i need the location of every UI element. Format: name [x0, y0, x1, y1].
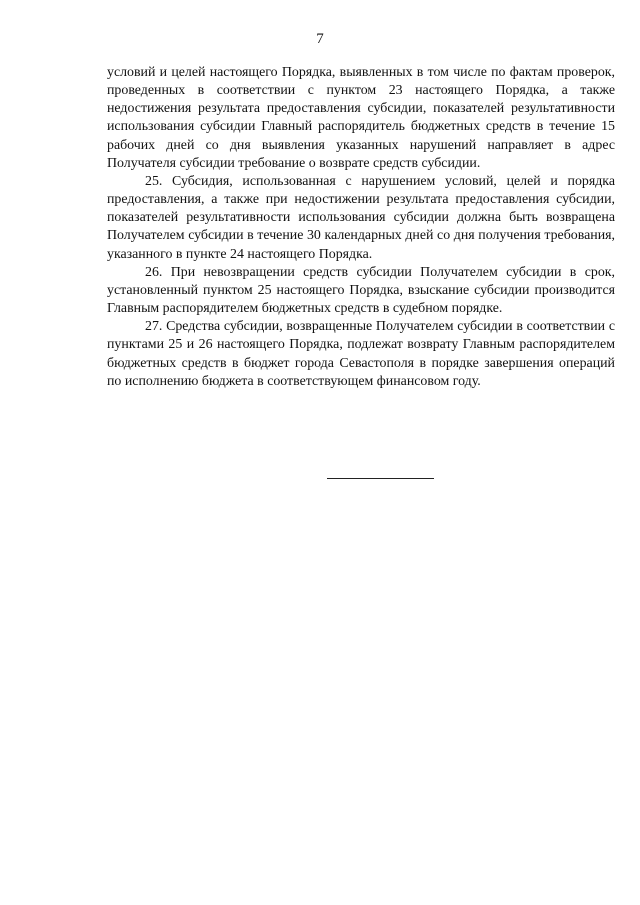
paragraph-25: 25. Субсидия, использованная с нарушением условий, целей и порядка предоставления, а также при недостижении результата предоставления субсидии, показателей результативности использования субсидии должна быть возвращена Получателем субсидии в течение 30 календарных дней со дня получения требования, указанного в пункте 24 настоящего Порядка. — [107, 173, 615, 262]
paragraph-27: 27. Средства субсидии, возвращенные Получателем субсидии в соответствии с пунктами 25 и 26 настоящего Порядка, подлежат возврату Главным распорядителем бюджетных средств в бюджет города Севастополя в порядке завершения операций по исполнению бюджета в соответствующем финансовом году. — [107, 319, 615, 389]
paragraph-24-continuation: условий и целей настоящего Порядка, выявленных в том числе по фактам проверок, проведенных в соответствии с пунктом 23 настоящего Порядка, а также недостижения результата предоставления субсидии, показателей результативности использования субсидии Главный распорядитель бюджетных средств в течение 15 рабочих дней со дня выявления указанных нарушений направляет в адрес Получателя субсидии требование о возврате средств субсидии. — [107, 65, 615, 171]
paragraph-26: 26. При невозвращении средств субсидии Получателем субсидии в срок, установленный пунктом 25 настоящего Порядка, взыскание субсидии производится Главным распорядителем бюджетных средств в судебном порядке. — [107, 264, 615, 317]
end-of-document-rule — [327, 478, 434, 479]
document-body — [107, 64, 615, 391]
page-number: 7 — [316, 31, 324, 47]
